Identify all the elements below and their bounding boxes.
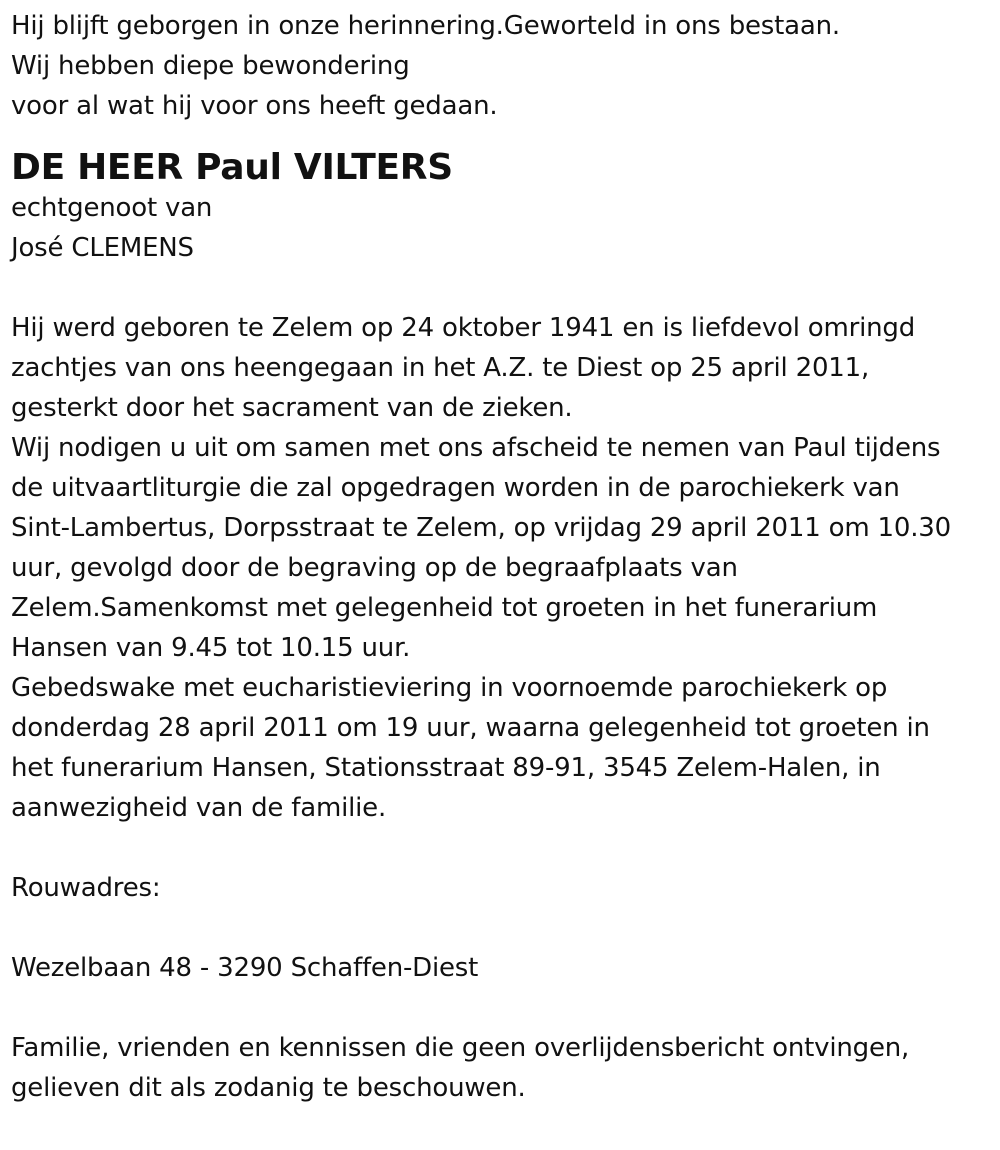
announcement-line: Wij nodigen u uit om samen met ons afscheid te nemen van Paul tijdens <box>11 433 941 463</box>
mourning-address-label: Rouwadres: <box>11 873 161 903</box>
poem-line: voor al wat hij voor ons heeft gedaan. <box>11 91 498 121</box>
spacer <box>11 908 993 948</box>
announcement-line: uur, gevolgd door de begraving op de begraafplaats van <box>11 553 738 583</box>
closing-line: gelieven dit als zodanig te beschouwen. <box>11 1073 526 1103</box>
poem-line: Wij hebben diepe bewondering <box>11 51 410 81</box>
announcement-line: het funerarium Hansen, Stationsstraat 89-91, 3545 Zelem-Halen, in <box>11 753 881 783</box>
announcement-paragraph <box>11 308 993 828</box>
closing-paragraph <box>11 1028 993 1108</box>
closing-line: Familie, vrienden en kennissen die geen overlijdensbericht ontvingen, <box>11 1033 910 1063</box>
spacer <box>11 828 993 868</box>
announcement-line: Hij werd geboren te Zelem op 24 oktober 1941 en is liefdevol omringd <box>11 313 916 343</box>
obituary-text <box>11 6 993 1108</box>
poem <box>11 6 993 126</box>
announcement-line: zachtjes van ons heengegaan in het A.Z. te Diest op 25 april 2011, <box>11 353 870 383</box>
spouse-name: José CLEMENS <box>11 233 194 263</box>
announcement-line: donderdag 28 april 2011 om 19 uur, waarna gelegenheid tot groeten in <box>11 713 930 743</box>
spacer <box>11 988 993 1028</box>
announcement-line: Gebedswake met eucharistieviering in voornoemde parochiekerk op <box>11 673 888 703</box>
announcement-line: Zelem.Samenkomst met gelegenheid tot groeten in het funerarium <box>11 593 878 623</box>
announcement-line: Sint-Lambertus, Dorpsstraat te Zelem, op vrijdag 29 april 2011 om 10.30 <box>11 513 951 543</box>
announcement-line: aanwezigheid van de familie. <box>11 793 387 823</box>
mourning-address: Wezelbaan 48 - 3290 Schaffen-Diest <box>11 953 479 983</box>
spacer <box>11 268 993 308</box>
poem-line: Hij blijft geborgen in onze herinnering.Geworteld in ons bestaan. <box>11 11 840 41</box>
announcement-line: gesterkt door het sacrament van de zieken. <box>11 393 573 423</box>
announcement-line: de uitvaartliturgie die zal opgedragen worden in de parochiekerk van <box>11 473 900 503</box>
announcement-line: Hansen van 9.45 tot 10.15 uur. <box>11 633 411 663</box>
deceased-name: DE HEER Paul VILTERS <box>11 147 453 188</box>
relation-text: echtgenoot van <box>11 193 213 223</box>
